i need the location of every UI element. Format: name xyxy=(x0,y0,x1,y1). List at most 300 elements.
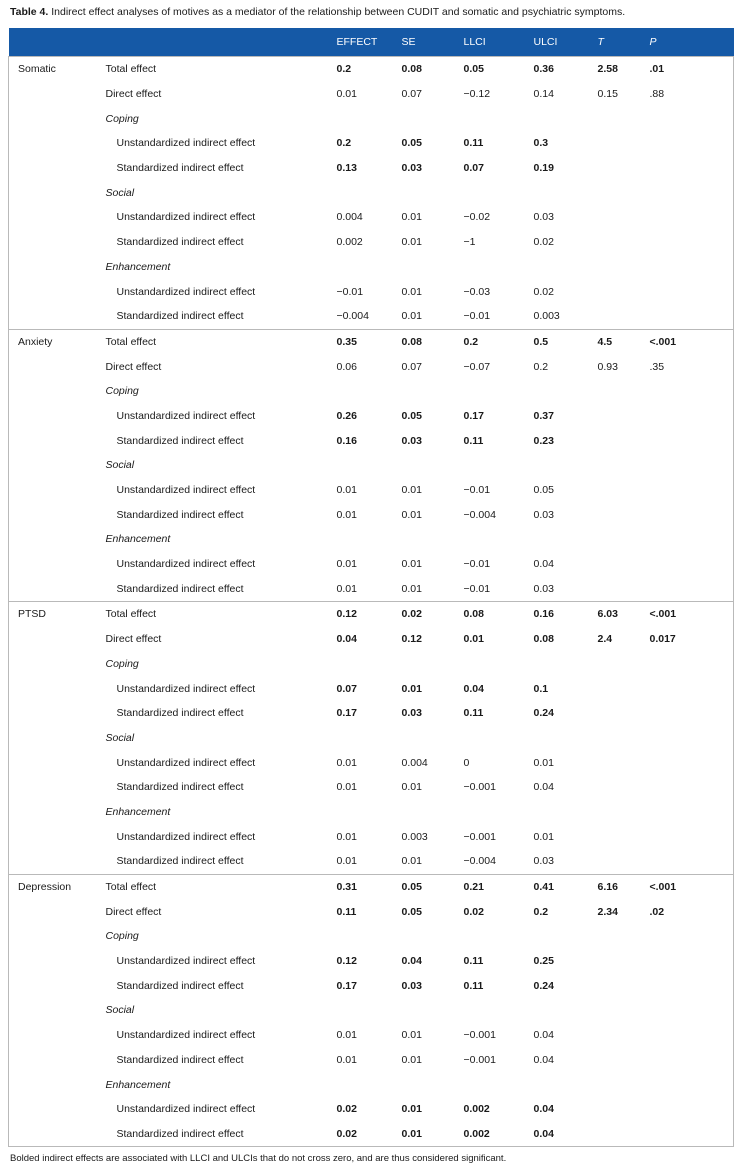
t-value-cell xyxy=(598,1023,650,1048)
ulci-value-cell: 0.19 xyxy=(533,162,554,175)
ulci-value-cell xyxy=(534,180,598,205)
se-value-cell: 0.08 xyxy=(402,329,464,354)
p-value-cell xyxy=(650,230,734,255)
effect-value-cell: −0.004 xyxy=(336,310,369,323)
effect-value-cell xyxy=(337,1072,402,1097)
se-value-cell: 0.12 xyxy=(401,633,422,646)
table-row xyxy=(9,329,734,354)
ulci-value-cell xyxy=(534,453,598,478)
effect-value-cell: 0.01 xyxy=(336,88,357,101)
ulci-value-cell: 0.14 xyxy=(533,88,554,101)
t-value-cell xyxy=(598,1072,650,1097)
llci-value-cell xyxy=(464,652,534,677)
group-label-cell xyxy=(9,156,106,181)
p-value-cell xyxy=(650,1048,734,1073)
table-row xyxy=(9,1122,734,1147)
llci-value-cell: −0.01 xyxy=(463,484,491,497)
ulci-value-cell xyxy=(534,527,598,552)
t-value-cell xyxy=(598,255,650,280)
p-value-cell xyxy=(650,750,734,775)
llci-value-cell xyxy=(464,527,534,552)
effect-label-cell: Unstandardized indirect effect xyxy=(116,137,256,150)
p-value-cell xyxy=(650,973,734,998)
p-value-cell xyxy=(650,428,734,453)
llci-value-cell xyxy=(464,1072,534,1097)
t-value-cell xyxy=(598,156,650,181)
se-value-cell: 0.01 xyxy=(401,1103,422,1116)
llci-value-cell: −0.12 xyxy=(463,88,491,101)
t-value-cell xyxy=(598,652,650,677)
group-label-cell xyxy=(9,1023,106,1048)
header-cell-t: T xyxy=(598,28,650,57)
se-value-cell xyxy=(402,453,464,478)
llci-value-cell xyxy=(464,255,534,280)
motive-subheading: Enhancement xyxy=(105,805,171,818)
p-value-cell: .01 xyxy=(650,57,734,82)
p-value-cell xyxy=(650,131,734,156)
group-label-cell xyxy=(9,1072,106,1097)
ulci-value-cell: 0.3 xyxy=(533,137,549,150)
t-value-cell xyxy=(598,230,650,255)
llci-value-cell: 0.11 xyxy=(463,979,484,992)
t-value-cell xyxy=(598,428,650,453)
t-value-cell xyxy=(598,924,650,949)
effect-value-cell xyxy=(337,255,402,280)
llci-value-cell: −0.001 xyxy=(463,1053,496,1066)
se-value-cell: 0.01 xyxy=(401,236,422,249)
effect-value-cell xyxy=(337,998,402,1023)
t-value-cell xyxy=(598,205,650,230)
group-label-cell: Depression xyxy=(9,874,106,899)
table-row xyxy=(9,82,734,107)
table-row xyxy=(9,652,734,677)
ulci-value-cell: 0.41 xyxy=(534,874,598,899)
effect-value-cell xyxy=(337,453,402,478)
motive-subheading: Coping xyxy=(105,657,139,670)
effect-value-cell: 0.17 xyxy=(336,979,357,992)
motive-subheading: Social xyxy=(105,186,135,199)
p-value-cell: .35 xyxy=(649,360,665,373)
ulci-value-cell: 0.25 xyxy=(533,955,554,968)
t-value-cell xyxy=(598,726,650,751)
effect-label-cell: Unstandardized indirect effect xyxy=(116,682,256,695)
ulci-value-cell: 0.03 xyxy=(533,582,554,595)
ulci-value-cell: 0.05 xyxy=(533,484,554,497)
effect-value-cell: 0.002 xyxy=(336,236,363,249)
llci-value-cell xyxy=(464,379,534,404)
ulci-value-cell: 0.04 xyxy=(533,1127,554,1140)
table-footnote: Bolded indirect effects are associated with LLCI and ULCIs that do not cross zero, and are thus considered significant. xyxy=(10,1153,507,1164)
table-body xyxy=(9,57,734,1147)
ulci-value-cell: 0.2 xyxy=(533,360,549,373)
group-label-cell xyxy=(9,576,106,601)
p-value-cell xyxy=(650,478,734,503)
table-row xyxy=(9,998,734,1023)
se-value-cell xyxy=(402,106,464,131)
p-value-cell xyxy=(650,676,734,701)
ulci-value-cell: 0.04 xyxy=(533,558,554,571)
se-value-cell xyxy=(402,800,464,825)
effect-value-cell: 0.2 xyxy=(336,137,352,150)
llci-value-cell: −0.001 xyxy=(463,830,496,843)
t-value-cell xyxy=(598,775,650,800)
se-value-cell: 0.01 xyxy=(401,484,422,497)
p-value-cell xyxy=(650,106,734,131)
llci-value-cell: −0.01 xyxy=(463,310,491,323)
effect-value-cell: 0.01 xyxy=(336,830,357,843)
table-row xyxy=(9,527,734,552)
table-row xyxy=(9,453,734,478)
p-value-cell xyxy=(650,156,734,181)
group-label-cell xyxy=(9,627,106,652)
p-value-cell xyxy=(650,701,734,726)
se-value-cell xyxy=(402,527,464,552)
effect-value-cell: 0.01 xyxy=(336,756,357,769)
t-value-cell xyxy=(598,131,650,156)
effect-label-cell: Total effect xyxy=(106,57,337,82)
p-value-cell xyxy=(650,1072,734,1097)
p-value-cell xyxy=(650,304,734,329)
t-value-cell xyxy=(598,800,650,825)
table-row xyxy=(9,230,734,255)
ulci-value-cell: 0.04 xyxy=(533,781,554,794)
p-value-cell xyxy=(650,775,734,800)
se-value-cell: 0.03 xyxy=(401,979,422,992)
group-label-cell xyxy=(9,180,106,205)
se-value-cell: 0.01 xyxy=(401,855,422,868)
t-value-cell xyxy=(598,849,650,874)
table-row xyxy=(9,255,734,280)
effect-label-cell: Standardized indirect effect xyxy=(116,508,244,521)
se-value-cell: 0.01 xyxy=(401,211,422,224)
p-value-cell xyxy=(650,379,734,404)
llci-value-cell: 0.17 xyxy=(463,409,484,422)
motive-subheading: Social xyxy=(105,459,135,472)
llci-value-cell: −0.001 xyxy=(463,1029,496,1042)
effect-value-cell: 0.02 xyxy=(336,1103,357,1116)
ulci-value-cell xyxy=(534,106,598,131)
p-value-cell xyxy=(650,998,734,1023)
p-value-cell: <.001 xyxy=(650,874,734,899)
t-value-cell: 0.93 xyxy=(597,360,618,373)
table-row xyxy=(9,899,734,924)
p-value-cell xyxy=(650,453,734,478)
llci-value-cell: −0.004 xyxy=(463,855,496,868)
se-value-cell: 0.01 xyxy=(401,1127,422,1140)
effect-value-cell xyxy=(337,924,402,949)
se-value-cell: 0.05 xyxy=(401,905,422,918)
p-value-cell xyxy=(650,527,734,552)
llci-value-cell: 0.02 xyxy=(463,905,484,918)
ulci-value-cell: 0.01 xyxy=(533,756,554,769)
se-value-cell: 0.03 xyxy=(401,434,422,447)
t-value-cell xyxy=(598,1122,650,1147)
table-row xyxy=(9,156,734,181)
effect-label-cell: Standardized indirect effect xyxy=(116,707,244,720)
se-value-cell xyxy=(402,180,464,205)
t-value-cell xyxy=(598,552,650,577)
ulci-value-cell: 0.37 xyxy=(533,409,554,422)
effect-value-cell: 0.16 xyxy=(336,434,357,447)
t-value-cell: 2.34 xyxy=(597,905,618,918)
p-value-cell xyxy=(650,849,734,874)
group-label-cell xyxy=(9,924,106,949)
effect-value-cell: 0.07 xyxy=(336,682,357,695)
t-value-cell xyxy=(598,1048,650,1073)
effect-label-cell: Total effect xyxy=(106,874,337,899)
table-row xyxy=(9,849,734,874)
effect-label-cell: Direct effect xyxy=(105,88,162,101)
se-value-cell: 0.01 xyxy=(401,1029,422,1042)
p-value-cell: .88 xyxy=(649,88,665,101)
effect-value-cell: 0.01 xyxy=(336,781,357,794)
header-cell-p: P xyxy=(650,28,734,57)
llci-value-cell: 0.11 xyxy=(463,955,484,968)
p-value-cell: <.001 xyxy=(650,329,734,354)
ulci-value-cell: 0.04 xyxy=(533,1029,554,1042)
llci-value-cell xyxy=(464,924,534,949)
llci-value-cell: −0.07 xyxy=(463,360,491,373)
llci-value-cell: 0.08 xyxy=(464,602,534,627)
p-value-cell: .02 xyxy=(649,905,665,918)
table-row xyxy=(9,1048,734,1073)
group-label-cell xyxy=(9,676,106,701)
llci-value-cell: 0.002 xyxy=(463,1103,490,1116)
table-row xyxy=(9,552,734,577)
t-value-cell xyxy=(598,676,650,701)
effect-label-cell: Standardized indirect effect xyxy=(116,1053,244,1066)
llci-value-cell xyxy=(464,800,534,825)
table-row xyxy=(9,106,734,131)
table-row xyxy=(9,428,734,453)
p-value-cell xyxy=(650,1023,734,1048)
group-label-cell xyxy=(9,824,106,849)
t-value-cell xyxy=(598,478,650,503)
llci-value-cell: −0.01 xyxy=(463,558,491,571)
se-value-cell: 0.01 xyxy=(401,558,422,571)
p-value-cell xyxy=(650,576,734,601)
ulci-value-cell: 0.5 xyxy=(534,329,598,354)
ulci-value-cell xyxy=(534,998,598,1023)
t-value-cell xyxy=(598,949,650,974)
se-value-cell: 0.01 xyxy=(401,508,422,521)
p-value-cell xyxy=(650,552,734,577)
effect-value-cell: 0.31 xyxy=(337,874,402,899)
results-table-container xyxy=(8,28,733,1147)
table-row xyxy=(9,676,734,701)
ulci-value-cell: 0.02 xyxy=(533,236,554,249)
se-value-cell: 0.03 xyxy=(401,707,422,720)
se-value-cell: 0.08 xyxy=(402,57,464,82)
p-value-cell xyxy=(650,255,734,280)
t-value-cell xyxy=(598,824,650,849)
se-value-cell xyxy=(402,652,464,677)
llci-value-cell: 0.11 xyxy=(463,707,484,720)
p-value-cell xyxy=(650,924,734,949)
group-label-cell xyxy=(9,279,106,304)
se-value-cell xyxy=(402,255,464,280)
llci-value-cell: 0.21 xyxy=(464,874,534,899)
header-cell-group xyxy=(9,28,106,57)
group-label-cell xyxy=(9,1048,106,1073)
t-value-cell: 0.15 xyxy=(597,88,618,101)
table-row xyxy=(9,775,734,800)
group-label-cell: PTSD xyxy=(9,602,106,627)
se-value-cell: 0.02 xyxy=(402,602,464,627)
effect-label-cell: Total effect xyxy=(106,602,337,627)
table-caption xyxy=(10,4,735,20)
table-row xyxy=(9,279,734,304)
group-label-cell xyxy=(9,428,106,453)
llci-value-cell: −1 xyxy=(463,236,476,249)
ulci-value-cell: 0.23 xyxy=(533,434,554,447)
p-value-cell: <.001 xyxy=(650,602,734,627)
table-row xyxy=(9,1072,734,1097)
t-value-cell xyxy=(598,1097,650,1122)
group-label-cell: Somatic xyxy=(9,57,106,82)
table-row xyxy=(9,57,734,82)
effect-value-cell xyxy=(337,652,402,677)
ulci-value-cell: 0.16 xyxy=(534,602,598,627)
effect-label-cell: Standardized indirect effect xyxy=(116,434,244,447)
llci-value-cell xyxy=(464,453,534,478)
se-value-cell xyxy=(402,726,464,751)
t-value-cell xyxy=(598,106,650,131)
se-value-cell: 0.01 xyxy=(401,1053,422,1066)
ulci-value-cell: 0.2 xyxy=(533,905,549,918)
llci-value-cell: −0.004 xyxy=(463,508,496,521)
effect-label-cell: Standardized indirect effect xyxy=(116,310,244,323)
se-value-cell xyxy=(402,379,464,404)
llci-value-cell: 0.05 xyxy=(464,57,534,82)
motive-subheading: Coping xyxy=(105,930,139,943)
group-label-cell xyxy=(9,726,106,751)
header-cell-ulci: ULCI xyxy=(534,28,598,57)
group-label-cell xyxy=(9,106,106,131)
effect-value-cell xyxy=(337,379,402,404)
llci-value-cell: 0.2 xyxy=(464,329,534,354)
ulci-value-cell: 0.03 xyxy=(533,855,554,868)
group-label-cell xyxy=(9,404,106,429)
group-label-cell xyxy=(9,1097,106,1122)
header-row xyxy=(9,28,734,57)
p-value-cell xyxy=(650,652,734,677)
table-row xyxy=(9,131,734,156)
effect-value-cell: 0.04 xyxy=(336,633,357,646)
group-label-cell: Anxiety xyxy=(9,329,106,354)
p-value-cell xyxy=(650,1122,734,1147)
header-cell-effect-label xyxy=(106,28,337,57)
ulci-value-cell: 0.1 xyxy=(533,682,549,695)
group-label-cell xyxy=(9,379,106,404)
group-label-cell xyxy=(9,652,106,677)
ulci-value-cell xyxy=(534,652,598,677)
se-value-cell: 0.03 xyxy=(401,162,422,175)
llci-value-cell xyxy=(464,106,534,131)
se-value-cell: 0.01 xyxy=(401,285,422,298)
group-label-cell xyxy=(9,552,106,577)
group-label-cell xyxy=(9,800,106,825)
p-value-cell xyxy=(650,205,734,230)
effect-label-cell: Standardized indirect effect xyxy=(116,236,244,249)
ulci-value-cell xyxy=(534,379,598,404)
effect-value-cell: 0.01 xyxy=(336,558,357,571)
header-cell-effect: EFFECT xyxy=(337,28,402,57)
group-label-cell xyxy=(9,131,106,156)
group-label-cell xyxy=(9,82,106,107)
group-label-cell xyxy=(9,478,106,503)
effect-label-cell: Unstandardized indirect effect xyxy=(116,830,256,843)
t-value-cell: 4.5 xyxy=(598,329,650,354)
group-label-cell xyxy=(9,775,106,800)
group-label-cell xyxy=(9,899,106,924)
se-value-cell: 0.01 xyxy=(401,582,422,595)
group-label-cell xyxy=(9,354,106,379)
table-row xyxy=(9,502,734,527)
t-value-cell xyxy=(598,576,650,601)
llci-value-cell: −0.02 xyxy=(463,211,491,224)
effect-label-cell: Unstandardized indirect effect xyxy=(116,955,256,968)
t-value-cell: 2.58 xyxy=(598,57,650,82)
t-value-cell xyxy=(598,279,650,304)
group-label-cell xyxy=(9,453,106,478)
llci-value-cell: 0.002 xyxy=(463,1127,490,1140)
table-row xyxy=(9,404,734,429)
effect-label-cell: Standardized indirect effect xyxy=(116,979,244,992)
effect-value-cell: 0.17 xyxy=(336,707,357,720)
p-value-cell xyxy=(650,404,734,429)
table-row xyxy=(9,1023,734,1048)
effect-label-cell: Unstandardized indirect effect xyxy=(116,558,256,571)
caption-text: Indirect effect analyses of motives as a mediator of the relationship between CUDIT and somatic and psychiatric symptoms. xyxy=(51,6,626,18)
effect-value-cell: 0.12 xyxy=(337,602,402,627)
llci-value-cell: 0.07 xyxy=(463,162,484,175)
table-row xyxy=(9,973,734,998)
group-label-cell xyxy=(9,701,106,726)
results-table xyxy=(8,28,734,1147)
table-row xyxy=(9,924,734,949)
table-row xyxy=(9,800,734,825)
effect-value-cell: 0.01 xyxy=(336,508,357,521)
p-value-cell xyxy=(650,824,734,849)
llci-value-cell: 0.04 xyxy=(463,682,484,695)
effect-label-cell: Unstandardized indirect effect xyxy=(116,756,256,769)
se-value-cell: 0.05 xyxy=(401,409,422,422)
se-value-cell: 0.05 xyxy=(402,874,464,899)
ulci-value-cell: 0.02 xyxy=(533,285,554,298)
effect-value-cell: 0.12 xyxy=(336,955,357,968)
effect-label-cell: Direct effect xyxy=(105,905,162,918)
ulci-value-cell: 0.03 xyxy=(533,508,554,521)
effect-label-cell: Total effect xyxy=(106,329,337,354)
group-label-cell xyxy=(9,998,106,1023)
table-row xyxy=(9,701,734,726)
llci-value-cell: −0.001 xyxy=(463,781,496,794)
table-row xyxy=(9,379,734,404)
p-value-cell xyxy=(650,1097,734,1122)
t-value-cell: 2.4 xyxy=(597,633,613,646)
p-value-cell xyxy=(650,949,734,974)
t-value-cell xyxy=(598,527,650,552)
effect-value-cell: 0.01 xyxy=(336,484,357,497)
effect-value-cell: 0.01 xyxy=(336,1053,357,1066)
p-value-cell xyxy=(650,180,734,205)
ulci-value-cell xyxy=(534,726,598,751)
effect-label-cell: Unstandardized indirect effect xyxy=(116,409,256,422)
table-row xyxy=(9,824,734,849)
effect-value-cell xyxy=(337,800,402,825)
llci-value-cell xyxy=(464,998,534,1023)
